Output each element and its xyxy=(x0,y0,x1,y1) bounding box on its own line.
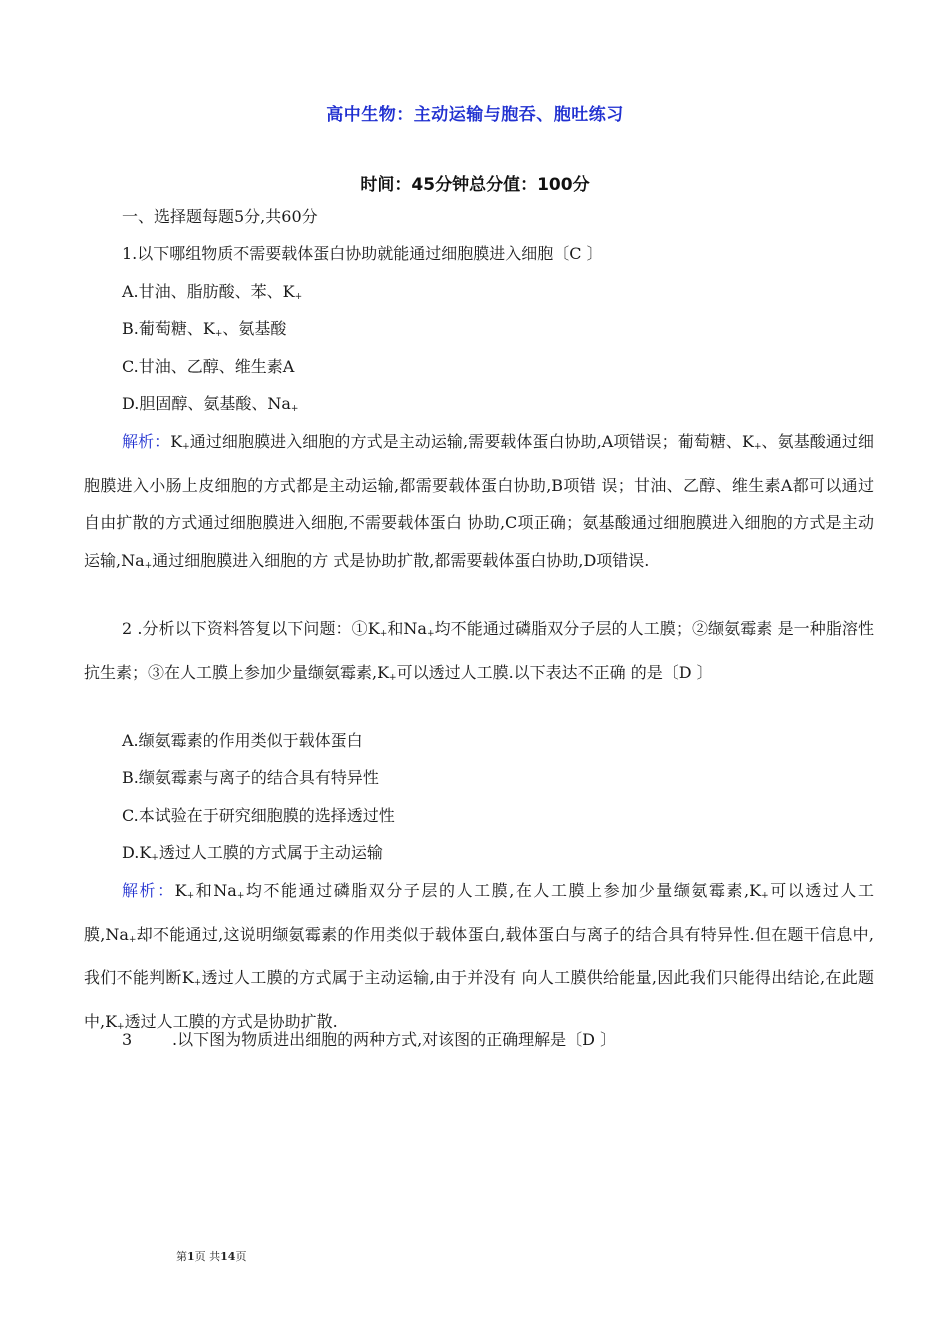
question-1-option-b: B.葡萄糖、$K_+$、氨基酸 xyxy=(122,319,287,339)
question-1-option-c: C.甘油、乙醇、维生素A xyxy=(122,357,295,376)
question-2-option-a: A.缬氨霉素的作用类似于载体蛋白 xyxy=(122,731,363,750)
page-footer: 第1页 共14页 xyxy=(176,1250,247,1263)
question-2-option-d: $D.K_+$透过人工膜的方式属于主动运输 xyxy=(122,843,383,863)
question-1-explanation: 解析：$K_+$通过细胞膜进入细胞的方式是主动运输,需要载体蛋白协助,A项错误；葡萄糖、$K_+$、氨基酸通过细胞膜进入小肠上皮细胞的方式都是主动运输,都需要载体蛋白协助,B项错 误；甘油、乙醇、维生素A都可以通过自由扩散的方式通过细胞膜进入细胞,不需要载体蛋白 协助,C项正确；氨基酸通过细胞膜进入细胞的方式是主动运输$,Na_+$通过细胞膜进入细胞的方 式是协助扩散,都需要载体蛋白协助,D项错误. xyxy=(84,432,874,571)
question-2-stem: 2 .分析以下资料答复以下问题：$①K_+$和$Na_+$均不能通过磷脂双分子层的人工膜；②缬氨霉素 是一种脂溶性抗生素；③在人工膜上参加少量缬氨霉素$,K_+$可以透过人工膜.以下表达不正确 的是〔D 〕 xyxy=(84,619,874,683)
question-3-number: 3 xyxy=(122,1030,133,1049)
question-2-option-c: C.本试验在于研究细胞膜的选择透过性 xyxy=(122,806,395,825)
explanation-label: 解析： xyxy=(122,432,171,451)
total-page-count: 14 xyxy=(220,1250,236,1263)
explanation-label: 解析： xyxy=(122,881,175,900)
question-1-option-a: A.甘油、脂肪酸、苯、$K_+$ xyxy=(122,282,303,302)
current-page-number: 1 xyxy=(187,1250,195,1263)
section-heading: 一、选择题每题5分,共60分 xyxy=(122,207,318,226)
question-2-option-b: B.缬氨霉素与离子的结合具有特异性 xyxy=(122,768,379,787)
question-1-stem: 1.以下哪组物质不需要载体蛋白协助就能通过细胞膜进入细胞〔C 〕 xyxy=(122,244,603,263)
question-1-option-d: D.胆固醇、氨基酸、$Na_+$ xyxy=(122,394,299,414)
question-3-stem: .以下图为物质进出细胞的两种方式,对该图的正确理解是〔D 〕 xyxy=(172,1030,617,1049)
question-2-explanation: 解析：$K_+$和$Na_+$均不能通过磷脂双分子层的人工膜,在人工膜上参加少量缬氨霉素$,K_+$可以透过人工膜$,Na_+$却不能通过,这说明缬氨霉素的作用类似于载体蛋白,载体蛋白与离子的结合具有特异性.但在题干信息中,我们不能判断$K_+$透过人工膜的方式属于主动运输,由于并没有 向人工膜供给能量,因此我们只能得出结论,在此题中$,K_+$透过人工膜的方式是协助扩散. xyxy=(84,881,874,1032)
exam-meta: 时间：45分钟总分值：100分 xyxy=(360,175,590,195)
page-title: 高中生物：主动运输与胞吞、胞吐练习 xyxy=(326,105,624,125)
